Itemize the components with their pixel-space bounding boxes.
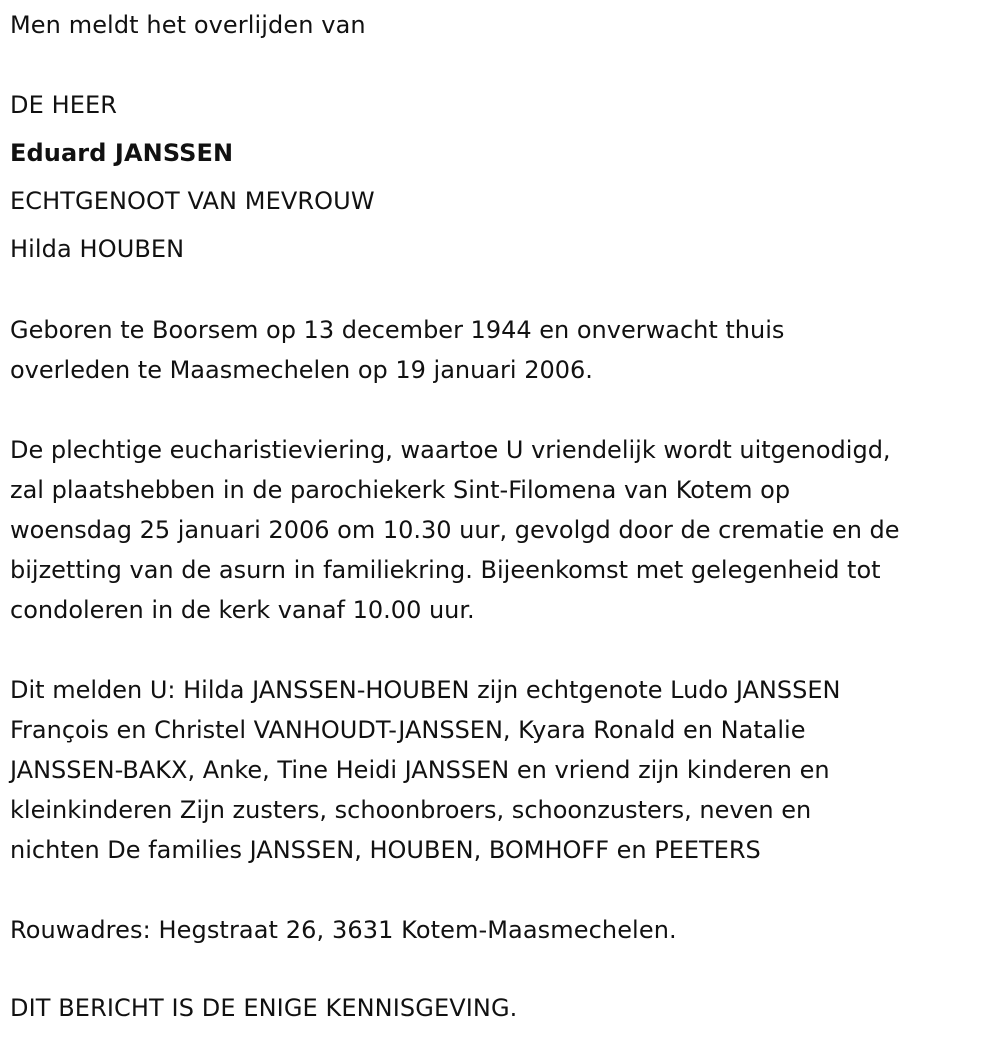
deceased-name: Eduard JANSSEN: [10, 139, 234, 167]
spouse-label: ECHTGENOOT VAN MEVROUW: [10, 187, 375, 215]
spouse-name: Hilda HOUBEN: [10, 235, 185, 263]
paragraph-line: Dit melden U: Hilda JANSSEN-HOUBEN zijn echtgenote Ludo JANSSEN: [10, 676, 841, 704]
ceremony-paragraph: [10, 430, 995, 630]
paragraph-line: condoleren in de kerk vanaf 10.00 uur.: [10, 596, 475, 624]
paragraph-line: bijzetting van de asurn in familiekring. Bijeenkomst met gelegenheid tot: [10, 556, 881, 584]
closing-statement: DIT BERICHT IS DE ENIGE KENNISGEVING.: [10, 994, 518, 1022]
paragraph-line: Geboren te Boorsem op 13 december 1944 en onverwacht thuis: [10, 316, 785, 344]
title-prefix: DE HEER: [10, 91, 118, 119]
paragraph-line: François en Christel VANHOUDT-JANSSEN, Kyara Ronald en Natalie: [10, 716, 806, 744]
paragraph-line: kleinkinderen Zijn zusters, schoonbroers, schoonzusters, neven en: [10, 796, 812, 824]
paragraph-line: JANSSEN-BAKX, Anke, Tine Heidi JANSSEN en vriend zijn kinderen en: [10, 756, 830, 784]
family-paragraph: [10, 670, 995, 870]
paragraph-line: overleden te Maasmechelen op 19 januari 2006.: [10, 356, 593, 384]
intro-text: Men meldt het overlijden van: [10, 11, 366, 39]
mourning-address: Rouwadres: Hegstraat 26, 3631 Kotem-Maasmechelen.: [10, 916, 677, 944]
paragraph-line: woensdag 25 januari 2006 om 10.30 uur, gevolgd door de crematie en de: [10, 516, 900, 544]
paragraph-line: zal plaatshebben in de parochiekerk Sint-Filomena van Kotem op: [10, 476, 791, 504]
birth-death-paragraph: [10, 310, 995, 390]
paragraph-line: De plechtige eucharistieviering, waartoe U vriendelijk wordt uitgenodigd,: [10, 436, 891, 464]
paragraph-line: nichten De families JANSSEN, HOUBEN, BOMHOFF en PEETERS: [10, 836, 761, 864]
